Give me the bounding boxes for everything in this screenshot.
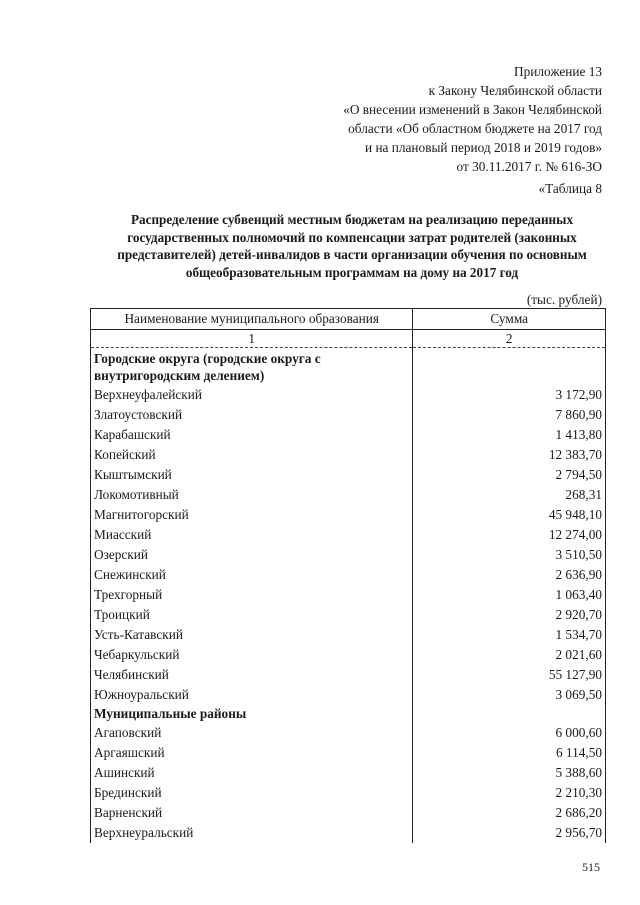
amount-value: 3 510,50 <box>413 545 606 565</box>
column-number: 2 <box>413 330 606 348</box>
municipality-name: Брединский <box>91 783 413 803</box>
table-row <box>91 743 606 763</box>
table-row <box>91 723 606 743</box>
amount-value: 3 172,90 <box>413 385 606 405</box>
table-row <box>91 385 606 405</box>
group-heading-amount <box>413 705 606 723</box>
amount-value: 1 534,70 <box>413 625 606 645</box>
amount-value: 2 956,70 <box>413 823 606 843</box>
appendix-line: и на плановый период 2018 и 2019 годов» <box>365 140 602 155</box>
table-row <box>91 465 606 485</box>
amount-value: 55 127,90 <box>413 665 606 685</box>
municipality-name: Южноуральский <box>91 685 413 705</box>
table-row <box>91 763 606 783</box>
municipality-name: Верхнеуральский <box>91 823 413 843</box>
amount-value: 2 686,20 <box>413 803 606 823</box>
table-row <box>91 783 606 803</box>
group-heading: Городские округа (городские округа с внутригородским делением) <box>91 348 413 386</box>
table-row <box>91 425 606 445</box>
table-row <box>91 585 606 605</box>
amount-value: 2 210,30 <box>413 783 606 803</box>
municipality-name: Миасский <box>91 525 413 545</box>
municipality-name: Локомотивный <box>91 485 413 505</box>
table-row <box>91 405 606 425</box>
amount-value: 45 948,10 <box>413 505 606 525</box>
municipality-name: Копейский <box>91 445 413 465</box>
amount-value: 12 274,00 <box>413 525 606 545</box>
table-row <box>91 803 606 823</box>
appendix-line: Приложение 13 <box>514 64 602 79</box>
municipality-name: Агаповский <box>91 723 413 743</box>
amount-value: 1 063,40 <box>413 585 606 605</box>
amount-value: 7 860,90 <box>413 405 606 425</box>
table-row <box>91 545 606 565</box>
header-municipality: Наименование муниципального образования <box>91 309 413 330</box>
amount-value: 2 920,70 <box>413 605 606 625</box>
appendix-line: к Закону Челябинской области <box>428 83 602 98</box>
table-row <box>91 645 606 665</box>
units-label: (тыс. рублей) <box>526 292 602 307</box>
allocation-table <box>90 308 606 843</box>
amount-value: 1 413,80 <box>413 425 606 445</box>
appendix-line: области «Об областном бюджете на 2017 год <box>348 121 602 136</box>
table-row <box>91 445 606 465</box>
municipality-name: Верхнеуфалейский <box>91 385 413 405</box>
amount-value: 5 388,60 <box>413 763 606 783</box>
table-row <box>91 525 606 545</box>
column-number: 1 <box>91 330 413 348</box>
municipality-name: Снежинский <box>91 565 413 585</box>
municipality-name: Магнитогорский <box>91 505 413 525</box>
municipality-name: Кыштымский <box>91 465 413 485</box>
table-row <box>91 565 606 585</box>
page-number: 515 <box>582 860 600 874</box>
municipality-name: Челябинский <box>91 665 413 685</box>
municipality-name: Ашинский <box>91 763 413 783</box>
table-row <box>91 685 606 705</box>
municipality-name: Варненский <box>91 803 413 823</box>
amount-value: 12 383,70 <box>413 445 606 465</box>
appendix-reference <box>242 62 602 176</box>
header-amount: Сумма <box>413 309 606 330</box>
table-row <box>91 605 606 625</box>
document-title: Распределение субвенций местным бюджетам на реализацию переданных государственных полномочий по компенсации затрат родителей (законных представителей) детей-инвалидов в части организации обучения по основным общеобразовательным программам на дому на 2017 год <box>117 212 587 280</box>
municipality-name: Трехгорный <box>91 585 413 605</box>
municipality-name: Карабашский <box>91 425 413 445</box>
municipality-name: Усть-Катавский <box>91 625 413 645</box>
municipality-name: Аргаяшский <box>91 743 413 763</box>
group-heading-row <box>91 348 606 386</box>
municipality-name: Златоустовский <box>91 405 413 425</box>
amount-value: 2 021,60 <box>413 645 606 665</box>
table-row <box>91 665 606 685</box>
group-heading-row <box>91 705 606 723</box>
amount-value: 6 000,60 <box>413 723 606 743</box>
appendix-line: «О внесении изменений в Закон Челябинской <box>343 102 602 117</box>
table-row <box>91 485 606 505</box>
municipality-name: Троицкий <box>91 605 413 625</box>
table-row <box>91 625 606 645</box>
amount-value: 2 636,90 <box>413 565 606 585</box>
group-heading: Муниципальные районы <box>91 705 413 723</box>
appendix-line: от 30.11.2017 г. № 616-ЗО <box>456 159 602 174</box>
amount-value: 2 794,50 <box>413 465 606 485</box>
amount-value: 3 069,50 <box>413 685 606 705</box>
group-heading-amount <box>413 348 606 386</box>
municipality-name: Чебаркульский <box>91 645 413 665</box>
amount-value: 6 114,50 <box>413 743 606 763</box>
table-row <box>91 505 606 525</box>
table-label: «Таблица 8 <box>538 181 602 196</box>
table-row <box>91 823 606 843</box>
amount-value: 268,31 <box>413 485 606 505</box>
municipality-name: Озерский <box>91 545 413 565</box>
